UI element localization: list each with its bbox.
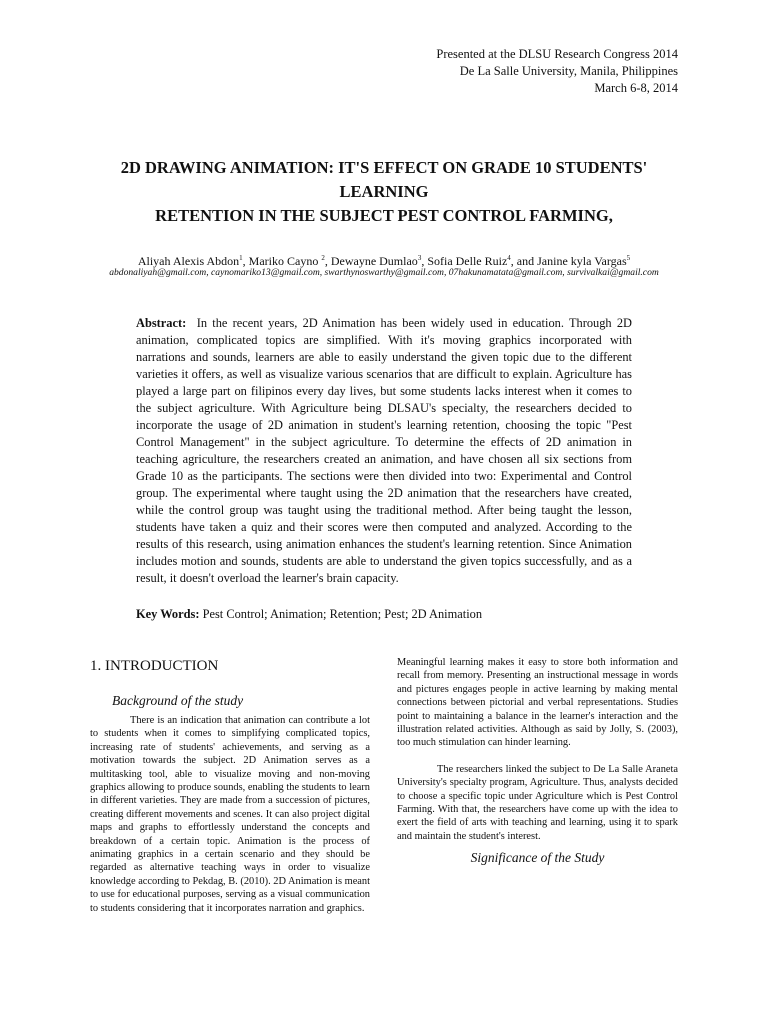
abstract-text: In the recent years, 2D Animation has been widely used in education. Through 2D animation, complicated topics are simplified. With it's moving graphics incorporated with narrations and sounds, learners are able to easily understand the given topic due to the different varieties it offers, as well as visualize various scenarios that are difficult to explain. Agriculture has played a large part on filipinos every day lives, but some students lacks interest when it comes to the subject agriculture. With Agriculture being DLSAU's specialty, the researchers decided to incorporate the usage of 2D animation in student's learning retention, choosing the topic "Pest Control Management" in the subject agriculture. To determine the effects of 2D animation in teaching agriculture, the researchers created an animation, and have chosen all six sections from Grade 10 as the participants. The sections were then divided into two: Experimental and Control group. The experimental where taught using the 2D animation that the researchers have created, while the control group was taught using the traditional method. After being taught the lesson, students have taken a quiz and their scores were then computed and analyzed. According to the results of this research, using animation enhances the student's learning retention. Since Animation includes motion and sounds, students are able to understand the given topics successfully, and as a result, it doesn't overload the learner's brain capacity.	[136, 316, 632, 585]
author-emails: abdonaliyah@gmail.com, caynomariko13@gmail.com, swarthynoswarthy@gmail.com, 07hakunamatata@gmail.com, survivalkai@gmail.com	[109, 267, 659, 278]
author-name: Janine kyla Vargas	[537, 254, 627, 268]
author-affiliation: 4	[507, 254, 511, 262]
abstract	[136, 315, 632, 587]
conference-line-1: Presented at the DLSU Research Congress 2014	[436, 47, 678, 61]
conference-line-3: March 6-8, 2014	[594, 81, 678, 95]
conference-line-2: De La Salle University, Manila, Philippines	[459, 64, 678, 78]
left-column	[90, 656, 370, 915]
author-affiliation: 1	[239, 254, 243, 262]
learning-paragraph: Meaningful learning makes it easy to store both information and recall from memory. Presenting an instructional message in words and pictures engages people in active learning by making mental connections between pictorial and verbal representations. Studies point to maintaining a balance in the learner's interaction and the illustration related activities. Although as said by Jolly, S. (2003), too much stimulation can hinder learning.	[397, 657, 678, 749]
title-line-2: LEARNING	[339, 182, 429, 201]
author-affiliation: 3	[417, 254, 422, 262]
author-list: Aliyah Alexis Abdon$^1$, Mariko Cayno $^2$, Dewayne Dumlao$^3$, Sofia Delle Ruiz$^4$, and Janine kyla Vargas$^5$	[137, 254, 631, 268]
paragraph-gap	[397, 750, 678, 763]
background-paragraph: There is an indication that animation can contribute a lot to students when it comes to simplifying complicated topics, increasing rate of students' achievements, and serving as a motivation towards the subject. 2D Animation serves as a multitasking tool, able to visualize moving and non-moving graphics allowing to produce sounds, enabling the students to learn in different varieties. They are made from a succession of pictures, creating different movements and scenes. It can also project digital maps and graphs to effortlessly understand the concepts and breakdown of a certain topic. Animation is the process of animating graphics in a certain scenario and they should be regarded as alternative teaching ways in order to visualize knowledge according to Pekdag, B. (2010). 2D Animation is meant to use for educational purposes, serving as a visual communication to students considering that it incorporates narration and graphics.	[90, 715, 370, 914]
keywords-label: Key Words:	[136, 607, 200, 621]
author-name: Aliyah Alexis Abdon	[137, 254, 240, 268]
keywords-text: Pest Control; Animation; Retention; Pest; 2D Animation	[202, 607, 483, 621]
right-column	[397, 656, 678, 871]
author-name: Dewayne Dumlao	[330, 254, 418, 268]
conference-header	[436, 46, 678, 97]
title-line-3: RETENTION IN THE SUBJECT PEST CONTROL FARMING,	[155, 206, 613, 225]
author-name: Mariko Cayno	[248, 254, 322, 268]
section-heading-introduction: 1. INTRODUCTION	[90, 658, 219, 674]
title-line-1: 2D DRAWING ANIMATION: IT'S EFFECT ON GRADE 10 STUDENTS'	[120, 158, 648, 177]
paper-title	[60, 156, 708, 228]
subheading-significance: Significance of the Study	[470, 850, 605, 866]
keywords	[136, 606, 632, 623]
subheading-background: Background of the study	[112, 693, 244, 708]
researchers-paragraph: The researchers linked the subject to De La Salle Araneta University's specialty program, Agriculture. Thus, analysts decided to choose a specific topic under Agriculture which is Pest Control Farming. With that, the researchers have come up with the idea to exert the field of arts with teaching and learning, using it to spark and maintain the student's interest.	[397, 763, 678, 842]
author-affiliation: 5	[626, 254, 631, 262]
abstract-label: Abstract:	[136, 316, 187, 330]
author-name: Sofia Delle Ruiz	[427, 254, 508, 268]
author-affiliation: 2	[321, 254, 325, 262]
